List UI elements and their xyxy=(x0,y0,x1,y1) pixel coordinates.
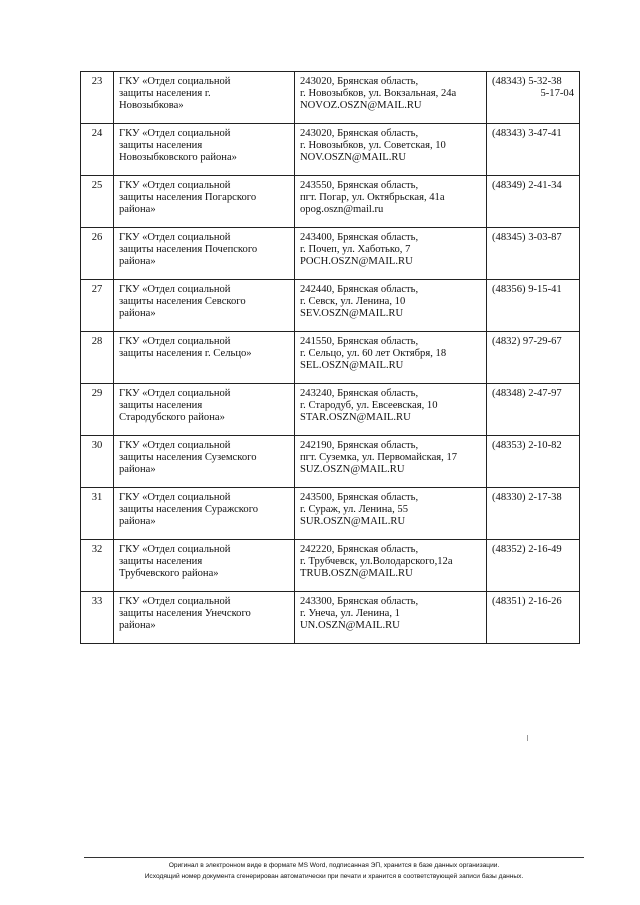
office-address-line: 243300, Брянская область, xyxy=(300,596,419,607)
row-number: 26 xyxy=(81,228,114,280)
office-name-line: защиты населения Суражского xyxy=(119,504,259,515)
office-address-line: 243550, Брянская область, xyxy=(300,180,419,191)
office-name-line: района» xyxy=(119,516,156,527)
office-name-line: защиты населения xyxy=(119,556,203,567)
office-address-line: 243020, Брянская область, xyxy=(300,128,419,139)
office-name-line: Новозыбковского района» xyxy=(119,152,237,163)
office-phone-line: (48343) 3-47-41 xyxy=(492,128,562,139)
office-address-line: г. Трубчевск, ул.Володарского,12а xyxy=(300,556,453,567)
row-number: 29 xyxy=(81,384,114,436)
office-name-line: ГКУ «Отдел социальной xyxy=(119,492,231,503)
office-address-cell xyxy=(295,176,487,228)
row-number: 24 xyxy=(81,124,114,176)
office-name-line: ГКУ «Отдел социальной xyxy=(119,596,231,607)
office-address-line: SEL.OSZN@MAIL.RU xyxy=(300,360,404,371)
office-phone-line: (4832) 97-29-67 xyxy=(492,336,562,347)
office-address-line: 242190, Брянская область, xyxy=(300,440,419,451)
office-name-line: ГКУ «Отдел социальной xyxy=(119,388,231,399)
office-phone-line: (48330) 2-17-38 xyxy=(492,492,562,503)
margin-mark xyxy=(527,735,528,741)
table-row xyxy=(81,124,580,176)
office-name-line: района» xyxy=(119,204,156,215)
office-address-line: 243400, Брянская область, xyxy=(300,232,419,243)
office-name-cell xyxy=(114,592,295,644)
office-address-cell xyxy=(295,280,487,332)
table-row xyxy=(81,592,580,644)
office-name-line: защиты населения Севского xyxy=(119,296,246,307)
office-address-line: UN.OSZN@MAIL.RU xyxy=(300,620,400,631)
office-address-line: г. Стародуб, ул. Евсеевская, 10 xyxy=(300,400,438,411)
office-address-cell xyxy=(295,228,487,280)
office-address-line: opog.oszn@mail.ru xyxy=(300,204,384,215)
office-name-cell xyxy=(114,436,295,488)
office-phone-line: (48348) 2-47-97 xyxy=(492,388,562,399)
footer-divider xyxy=(84,857,584,858)
office-address-line: г. Унеча, ул. Ленина, 1 xyxy=(300,608,400,619)
office-name-line: ГКУ «Отдел социальной xyxy=(119,76,231,87)
office-name-line: ГКУ «Отдел социальной xyxy=(119,544,231,555)
office-name-cell xyxy=(114,488,295,540)
office-address-line: 242220, Брянская область, xyxy=(300,544,419,555)
office-address-line: TRUB.OSZN@MAIL.RU xyxy=(300,568,413,579)
office-name-cell xyxy=(114,72,295,124)
office-address-line: 243020, Брянская область, xyxy=(300,76,419,87)
office-phone-cell xyxy=(487,72,580,124)
office-name-line: ГКУ «Отдел социальной xyxy=(119,440,231,451)
office-name-line: района» xyxy=(119,620,156,631)
table-row xyxy=(81,384,580,436)
office-phone-line: (48345) 3-03-87 xyxy=(492,232,562,243)
office-address-line: 242440, Брянская область, xyxy=(300,284,419,295)
office-name-cell xyxy=(114,176,295,228)
row-number: 33 xyxy=(81,592,114,644)
office-address-line: г. Новозыбков, ул. Советская, 10 xyxy=(300,140,446,151)
office-address-line: г. Сураж, ул. Ленина, 55 xyxy=(300,504,408,515)
office-name-line: Трубчевского района» xyxy=(119,568,219,579)
office-phone-line: 5-17-04 xyxy=(540,88,574,99)
office-name-line: Стародубского района» xyxy=(119,412,225,423)
office-address-line: SUZ.OSZN@MAIL.RU xyxy=(300,464,405,475)
office-phone-cell xyxy=(487,280,580,332)
office-phone-cell xyxy=(487,124,580,176)
table-row xyxy=(81,488,580,540)
office-address-cell xyxy=(295,488,487,540)
office-phone-line: (48353) 2-10-82 xyxy=(492,440,562,451)
office-name-line: ГКУ «Отдел социальной xyxy=(119,284,231,295)
office-address-line: г. Сельцо, ул. 60 лет Октября, 18 xyxy=(300,348,447,359)
office-phone-cell xyxy=(487,332,580,384)
row-number: 31 xyxy=(81,488,114,540)
office-phone-cell xyxy=(487,592,580,644)
office-name-line: района» xyxy=(119,308,156,319)
office-phone-line: (48356) 9-15-41 xyxy=(492,284,562,295)
office-address-cell xyxy=(295,124,487,176)
office-name-line: ГКУ «Отдел социальной xyxy=(119,128,231,139)
office-name-line: защиты населения xyxy=(119,400,203,411)
office-address-cell xyxy=(295,332,487,384)
office-name-cell xyxy=(114,332,295,384)
table-row xyxy=(81,228,580,280)
footer-note-original: Оригинал в электронном виде в формате MS Word, подписанная ЭП, хранится в базе данных организации. xyxy=(168,862,500,869)
footer-note-number: Исходящий номер документа сгенерирован автоматически при печати и хранится в соответствующей записи базы данных. xyxy=(144,873,524,880)
office-phone-cell xyxy=(487,540,580,592)
row-number: 25 xyxy=(81,176,114,228)
office-name-line: защиты населения г. xyxy=(119,88,211,99)
office-name-line: защиты населения Погарского xyxy=(119,192,257,203)
office-name-cell xyxy=(114,384,295,436)
office-address-line: г. Новозыбков, ул. Вокзальная, 24а xyxy=(300,88,457,99)
office-name-line: ГКУ «Отдел социальной xyxy=(119,336,231,347)
office-name-line: Новозыбкова» xyxy=(119,100,184,111)
office-address-line: г. Севск, ул. Ленина, 10 xyxy=(300,296,406,307)
office-address-cell xyxy=(295,384,487,436)
office-name-line: района» xyxy=(119,464,156,475)
table-row xyxy=(81,540,580,592)
office-address-line: NOVOZ.OSZN@MAIL.RU xyxy=(300,100,422,111)
office-address-line: г. Почеп, ул. Хаботько, 7 xyxy=(300,244,411,255)
office-address-line: 243240, Брянская область, xyxy=(300,388,419,399)
office-name-line: защиты населения xyxy=(119,140,203,151)
office-phone-cell xyxy=(487,228,580,280)
row-number: 32 xyxy=(81,540,114,592)
office-address-line: 241550, Брянская область, xyxy=(300,336,419,347)
table-row xyxy=(81,176,580,228)
office-address-cell xyxy=(295,436,487,488)
office-phone-line: (48349) 2-41-34 xyxy=(492,180,562,191)
office-address-line: SEV.OSZN@MAIL.RU xyxy=(300,308,404,319)
office-address-cell xyxy=(295,72,487,124)
office-phone-line: (48352) 2-16-49 xyxy=(492,544,562,555)
table-row xyxy=(81,72,580,124)
office-name-cell xyxy=(114,124,295,176)
office-name-cell xyxy=(114,228,295,280)
row-number: 30 xyxy=(81,436,114,488)
office-phone-cell xyxy=(487,436,580,488)
office-name-line: защиты населения Суземского xyxy=(119,452,257,463)
office-name-line: защиты населения г. Сельцо» xyxy=(119,348,252,359)
office-address-line: 243500, Брянская область, xyxy=(300,492,419,503)
offices-table-body xyxy=(81,72,580,644)
office-name-line: защиты населения Унечского xyxy=(119,608,251,619)
table-row xyxy=(81,436,580,488)
office-phone-cell xyxy=(487,176,580,228)
offices-table xyxy=(80,71,580,644)
office-phone-line: (48351) 2-16-26 xyxy=(492,596,562,607)
row-number: 23 xyxy=(81,72,114,124)
office-phone-cell xyxy=(487,384,580,436)
office-name-line: защиты населения Почепского xyxy=(119,244,258,255)
office-name-cell xyxy=(114,280,295,332)
office-address-line: SUR.OSZN@MAIL.RU xyxy=(300,516,406,527)
office-name-line: ГКУ «Отдел социальной xyxy=(119,232,231,243)
office-address-line: POCH.OSZN@MAIL.RU xyxy=(300,256,413,267)
table-row xyxy=(81,280,580,332)
office-address-cell xyxy=(295,540,487,592)
office-phone-line: (48343) 5-32-38 xyxy=(492,76,562,87)
office-name-cell xyxy=(114,540,295,592)
office-address-line: NOV.OSZN@MAIL.RU xyxy=(300,152,407,163)
row-number: 27 xyxy=(81,280,114,332)
row-number: 28 xyxy=(81,332,114,384)
office-name-line: района» xyxy=(119,256,156,267)
office-address-line: пгт. Суземка, ул. Первомайская, 17 xyxy=(300,452,458,463)
table-row xyxy=(81,332,580,384)
office-address-line: STAR.OSZN@MAIL.RU xyxy=(300,412,411,423)
office-phone-cell xyxy=(487,488,580,540)
office-name-line: ГКУ «Отдел социальной xyxy=(119,180,231,191)
office-address-line: пгт. Погар, ул. Октябрьская, 41а xyxy=(300,192,445,203)
office-address-cell xyxy=(295,592,487,644)
